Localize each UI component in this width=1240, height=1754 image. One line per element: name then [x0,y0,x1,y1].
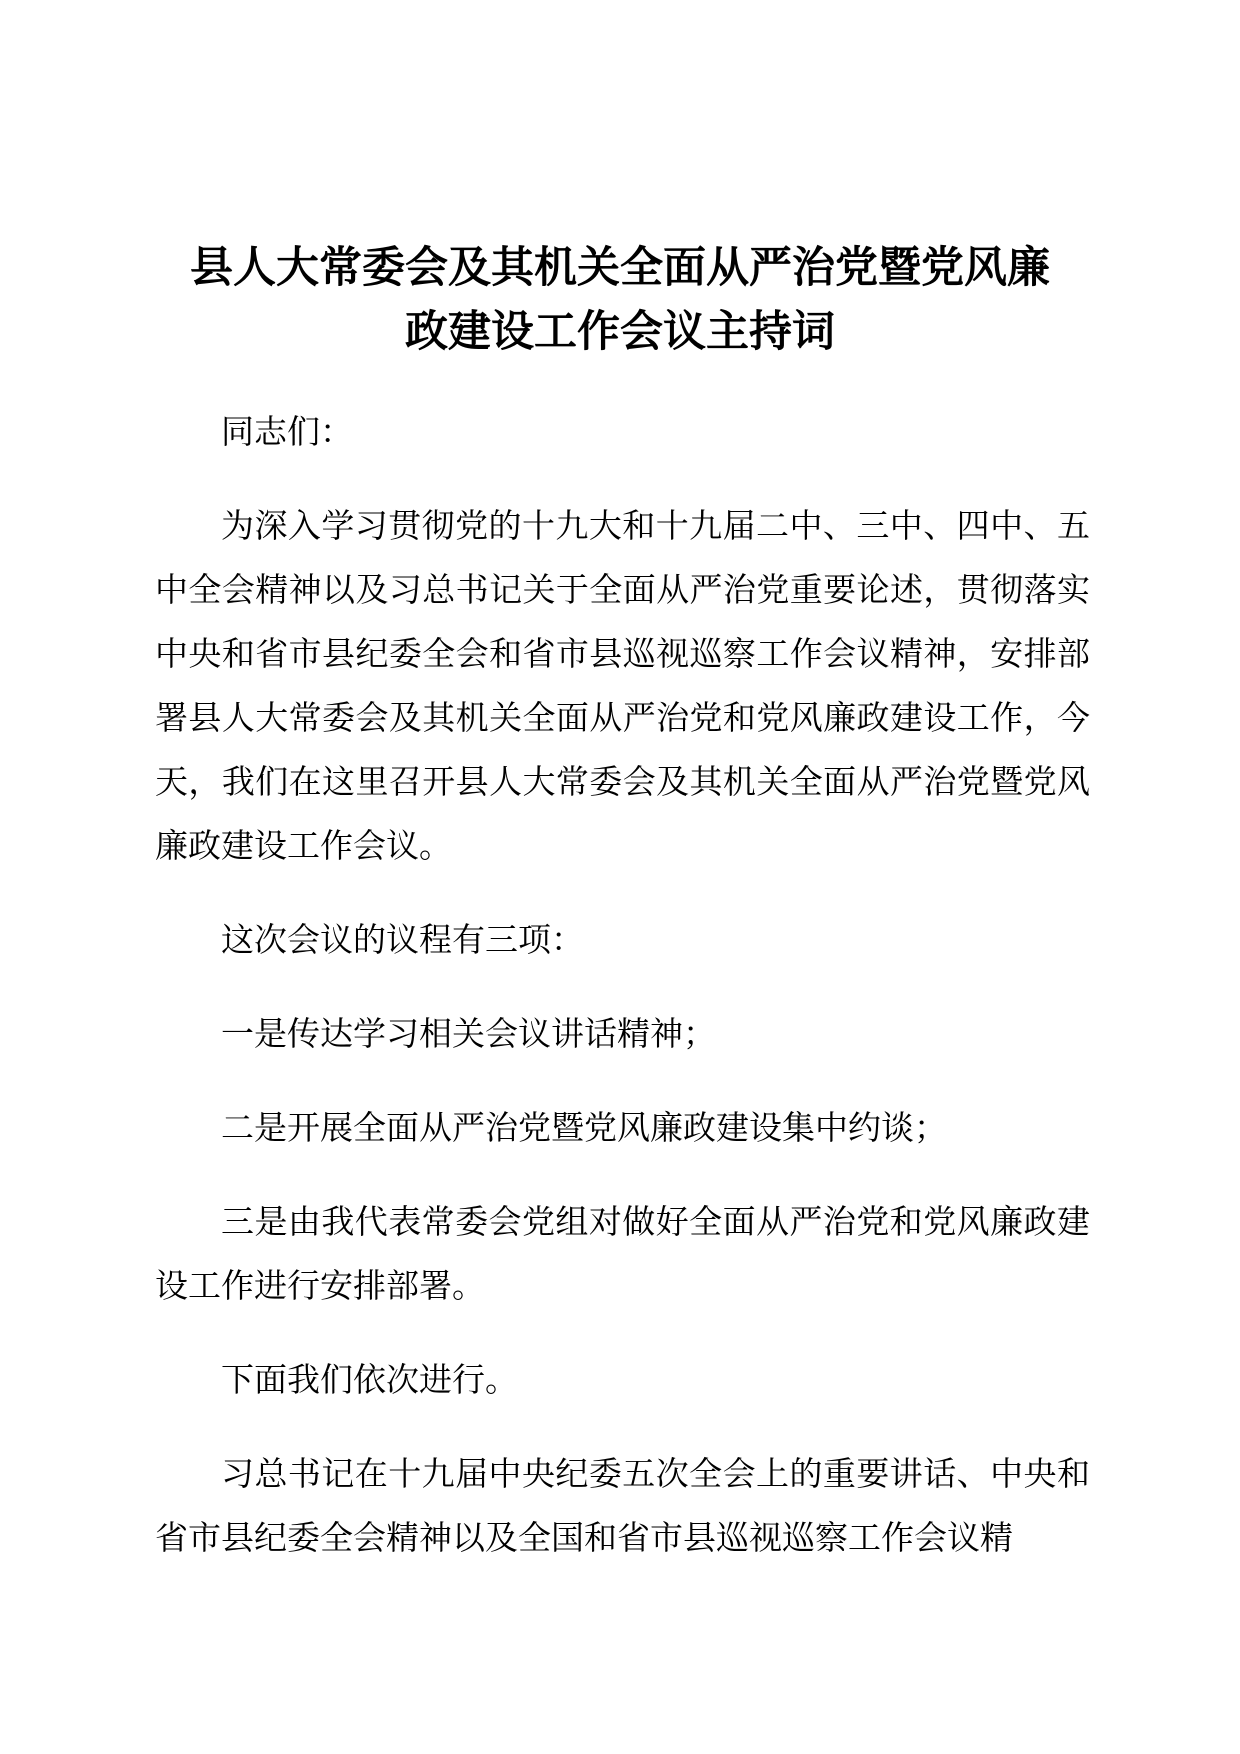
paragraph-agenda-intro: 这次会议的议程有三项： [221,920,584,959]
agenda-item-3: 三是由我代表常委会党组对做好全面从严治党和党风廉政建设工作进行安排部署。 [155,1202,1090,1305]
agenda-item-2: 二是开展全面从严治党暨党风廉政建设集中约谈； [221,1108,947,1147]
agenda-item-1: 一是传达学习相关会议讲话精神； [221,1014,716,1053]
paragraph-purpose: 为深入学习贯彻党的十九大和十九届二中、三中、四中、五中全会精神以及习总书记关于全面从严治党重要论述，贯彻落实中央和省市县纪委全会和省市县巡视巡察工作会议精神，安排部署县人大常委会及其机关全面从严治党和党风廉政建设工作，今天，我们在这里召开县人大常委会及其机关全面从严治党暨党风廉政建设工作会议。 [155,506,1090,865]
title-line-2: 政建设工作会议主持词 [405,307,835,357]
title-line-1: 县人大常委会及其机关全面从严治党暨党风廉 [190,243,1050,293]
paragraph-proceed: 下面我们依次进行。 [221,1360,518,1399]
document-body [155,400,1090,1600]
document-title [150,236,1090,364]
paragraph-continued: 习总书记在十九届中央纪委五次全会上的重要讲话、中央和省市县纪委全会精神以及全国和省市县巡视巡察工作会议精 [155,1454,1090,1557]
salutation: 同志们： [221,412,353,451]
